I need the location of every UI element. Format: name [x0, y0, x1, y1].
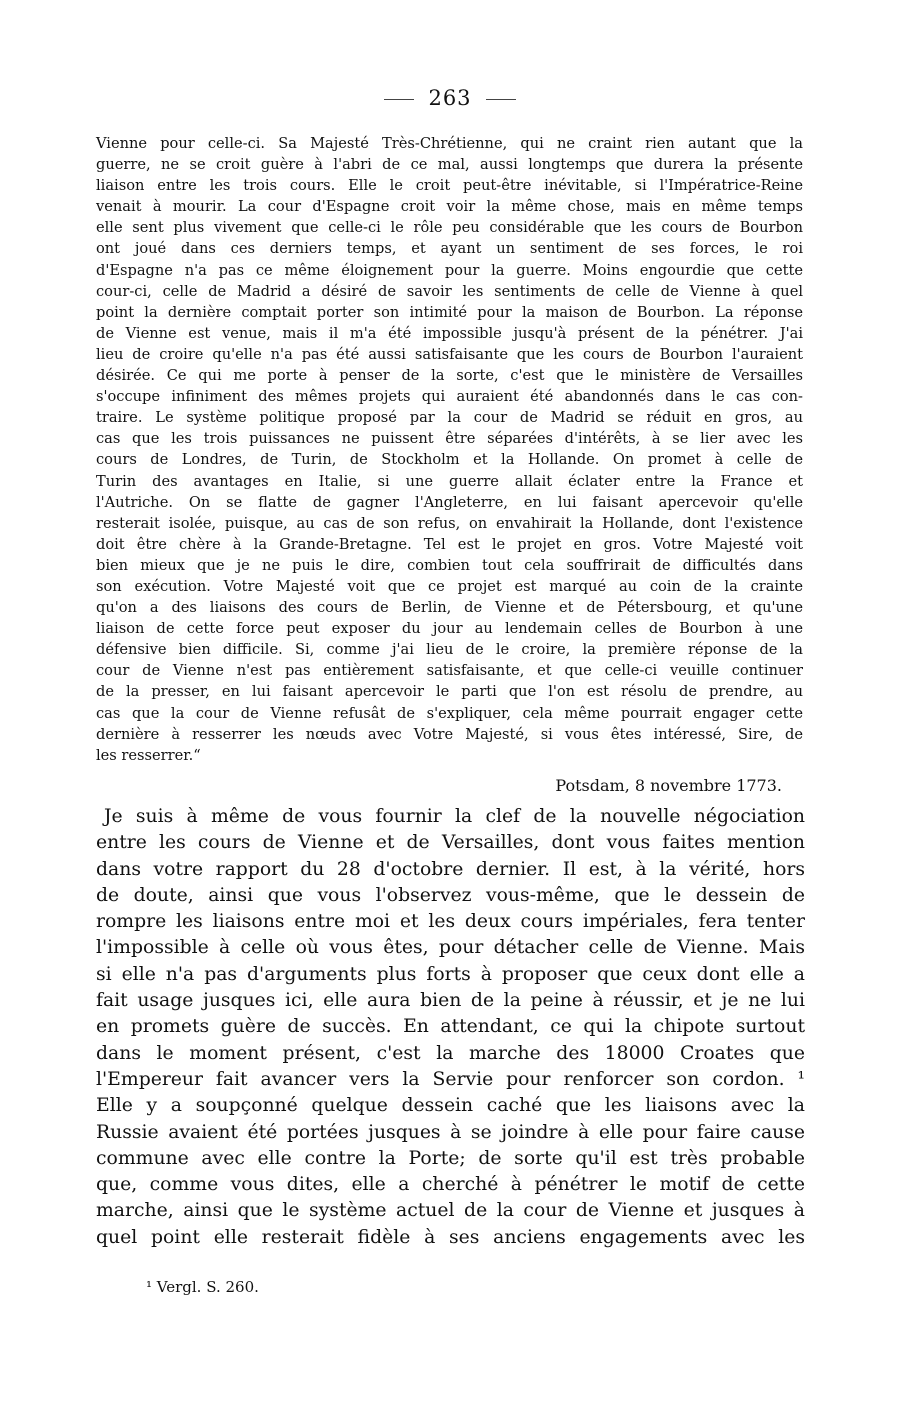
text-line: lieu de croire qu'elle n'a pas été aussi satisfaisante que les cours de Bourbon l'auraient [96, 345, 803, 363]
text-line: dans le moment présent, c'est la marche des 18000 Croates que [96, 1042, 805, 1064]
text-line: s'occupe infiniment des mêmes projets qui auraient été abandonnés dans le cas con- [96, 388, 803, 406]
main-text [96, 804, 805, 1251]
text-line: d'Espagne n'a pas ce même éloignement pour la guerre. Moins engourdie que cette [96, 261, 803, 279]
text-line: cas que la cour de Vienne refusât de s'expliquer, cela même pourrait engager cette [96, 704, 803, 722]
text-line: désirée. Ce qui me porte à penser de la sorte, c'est que le ministère de Versailles [96, 367, 803, 385]
text-line: fait usage jusques ici, elle aura bien de la peine à réussir, et je ne lui [96, 990, 805, 1012]
text-line: de la presser, en lui faisant apercevoir le parti que l'on est résolu de prendre, au [96, 683, 803, 701]
text-line: cas que les trois puissances ne puissent être séparées d'intérêts, à se lier avec les [96, 430, 803, 448]
text-line: elle sent plus vivement que celle-ci le rôle peu considérable que les cours de Bourbon [96, 219, 803, 237]
text-line: liaison entre les trois cours. Elle le croit peut-être inévitable, si l'Impératrice-Reine [96, 177, 803, 195]
text-line: de Vienne est venue, mais il m'a été impossible jusqu'à présent de la pénétrer. J'ai [96, 324, 803, 342]
text-line: dernière à resserrer les nœuds avec Votre Majesté, si vous êtes intéressé, Sire, de [96, 725, 803, 743]
text-line: ont joué dans ces derniers temps, et ayant un sentiment de ses forces, le roi [96, 240, 803, 258]
text-line: qu'on a des liaisons des cours de Berlin, de Vienne et de Pétersbourg, et qu'une [96, 599, 803, 617]
quoted-letter [96, 133, 803, 766]
text-line: dans votre rapport du 28 d'octobre dernier. Il est, à la vérité, hors [96, 858, 805, 880]
text-line: commune avec elle contre la Porte; de sorte qu'il est très probable [96, 1147, 805, 1169]
footnote: ¹ Vergl. S. 260. [146, 1278, 259, 1296]
text-line: point la dernière comptait porter son intimité pour la maison de Bourbon. La réponse [96, 303, 803, 321]
header-rule-right [486, 99, 516, 100]
text-line: liaison de cette force peut exposer du jour au lendemain celles de Bourbon à une [96, 620, 803, 638]
text-line: Turin des avantages en Italie, si une guerre allait éclater entre la France et [96, 472, 803, 490]
dateline: Potsdam, 8 novembre 1773. [555, 776, 782, 795]
text-line: bien mieux que je ne puis le dire, combien tout cela souffrirait de difficultés dans [96, 556, 803, 574]
text-line: cour de Vienne n'est pas entièrement satisfaisante, et que celle-ci veuille continuer [96, 662, 803, 680]
text-line: venait à mourir. La cour d'Espagne croit voir la même chose, mais en même temps [96, 198, 803, 216]
text-line: les resserrer.“ [96, 746, 201, 764]
text-line: doit être chère à la Grande-Bretagne. Tel est le projet en gros. Votre Majesté voit [96, 535, 803, 553]
text-line: Elle y a soupçonné quelque dessein caché que les liaisons avec la [96, 1095, 805, 1117]
page-number-header [0, 86, 900, 110]
text-line: son exécution. Votre Majesté voit que ce projet est marqué au coin de la crainte [96, 577, 803, 595]
text-line: marche, ainsi que le système actuel de la cour de Vienne et jusques à [96, 1200, 805, 1222]
text-line: guerre, ne se croit guère à l'abri de ce mal, aussi longtemps que durera la présente [96, 156, 803, 174]
text-line: que, comme vous dites, elle a cherché à pénétrer le motif de cette [96, 1174, 805, 1196]
text-line: entre les cours de Vienne et de Versailles, dont vous faites mention [96, 832, 805, 854]
text-line: l'impossible à celle où vous êtes, pour détacher celle de Vienne. Mais [96, 937, 805, 959]
text-line: si elle n'a pas d'arguments plus forts à proposer que ceux dont elle a [96, 963, 805, 985]
text-line: Je suis à même de vous fournir la clef de la nouvelle négociation [104, 806, 805, 827]
text-line: rompre les liaisons entre moi et les deux cours impériales, fera tenter [96, 911, 805, 933]
text-line: l'Autriche. On se flatte de gagner l'Angleterre, en lui faisant apercevoir qu'elle [96, 493, 803, 511]
text-line: Vienne pour celle-ci. Sa Majesté Très-Chrétienne, qui ne craint rien autant que la [96, 135, 803, 152]
text-line: resterait isolée, puisque, au cas de son refus, on envahirait la Hollande, dont l'existence [96, 514, 803, 532]
text-line: Russie avaient été portées jusques à se joindre à elle pour faire cause [96, 1121, 805, 1143]
text-line: cour-ci, celle de Madrid a désiré de savoir les sentiments de celle de Vienne à quel [96, 282, 803, 300]
text-line: l'Empereur fait avancer vers la Servie pour renforcer son cordon. ¹ [96, 1068, 805, 1090]
header-rule-left [384, 99, 414, 100]
text-line: défensive bien difficile. Si, comme j'ai lieu de le croire, la première réponse de la [96, 641, 803, 659]
text-line: quel point elle resterait fidèle à ses anciens engagements avec les [96, 1226, 805, 1248]
text-line: de doute, ainsi que vous l'observez vous-même, que le dessein de [96, 884, 805, 906]
text-line: traire. Le système politique proposé par la cour de Madrid se réduit en gros, au [96, 409, 803, 427]
text-line: en promets guère de succès. En attendant, ce qui la chipote surtout [96, 1016, 805, 1038]
text-line: cours de Londres, de Turin, de Stockholm et la Hollande. On promet à celle de [96, 451, 803, 469]
page-number: 263 [428, 86, 472, 110]
